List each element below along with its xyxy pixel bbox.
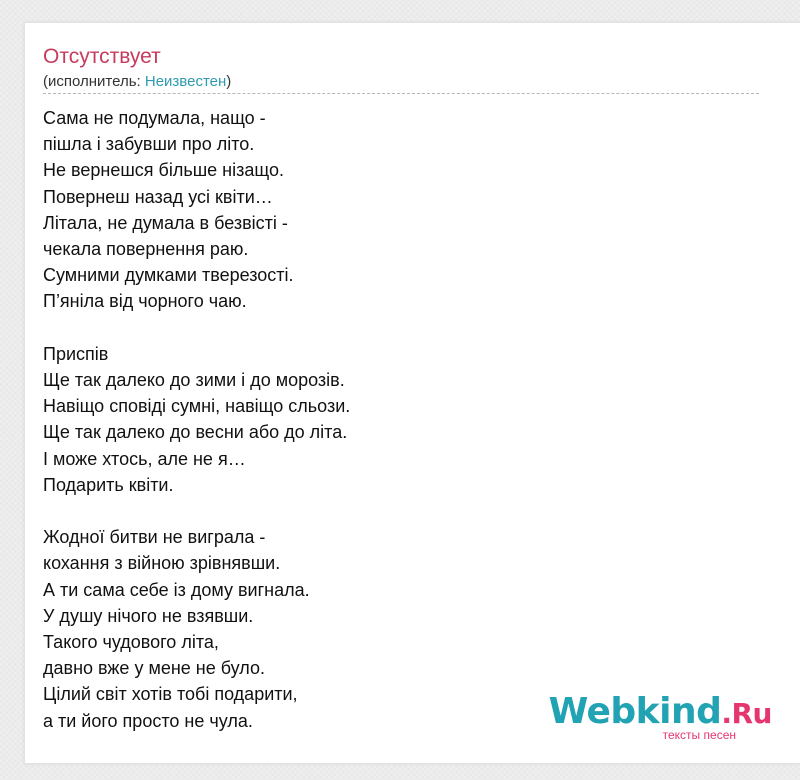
lyrics-line: У душу нічого не взявши.: [43, 605, 254, 626]
webkind-logo[interactable]: [549, 693, 772, 741]
lyrics-line: Повернеш назад усі квіти…: [43, 186, 273, 207]
lyrics-line: Ще так далеко до весни або до літа.: [43, 422, 348, 443]
lyrics-line: П’яніла від чорного чаю.: [43, 291, 247, 312]
artist-suffix: ): [226, 73, 232, 90]
lyrics-line: Навіщо сповіді сумні, навіщо сльози.: [43, 396, 351, 417]
logo-tld: .Ru: [721, 697, 772, 730]
lyrics-line: Жодної битви не виграла -: [43, 527, 266, 548]
song-title: Отсутствует: [43, 45, 161, 68]
lyrics-line: давно вже у мене не було.: [43, 658, 265, 679]
lyrics-line: чекала повернення раю.: [43, 239, 249, 260]
artist-line: [43, 73, 231, 91]
lyrics-stanza: [43, 105, 743, 315]
dashed-divider: [43, 93, 759, 94]
logo-wordmark: [549, 693, 772, 733]
lyrics-line: Ще так далеко до зими і до морозів.: [43, 370, 345, 391]
lyrics-line: а ти його просто не чула.: [43, 710, 253, 731]
lyrics-line: кохання з війною зрівнявши.: [43, 553, 281, 574]
lyrics-line: Подарить квіти.: [43, 474, 174, 495]
lyrics-line: пішла і забувши про літо.: [43, 134, 255, 155]
logo-brand: Webkind: [548, 691, 722, 732]
lyrics-line: Такого чудового літа,: [43, 632, 219, 653]
lyrics-text: [43, 105, 743, 760]
artist-prefix: (исполнитель:: [43, 73, 145, 90]
lyrics-line: Приспів: [43, 343, 109, 364]
lyrics-stanza: [43, 341, 743, 498]
lyrics-line: Сумними думками тверезості.: [43, 265, 294, 286]
lyrics-line: І може хтось, але не я…: [43, 448, 246, 469]
artist-link[interactable]: Неизвестен: [144, 73, 227, 90]
lyrics-line: Не вернешся більше нізащо.: [43, 160, 284, 181]
lyrics-line: Сама не подумала, нащо -: [43, 108, 266, 128]
lyrics-line: Літала, не думала в безвісті -: [43, 212, 288, 233]
lyrics-card: [24, 22, 800, 764]
lyrics-line: А ти сама себе із дому вигнала.: [43, 579, 310, 600]
lyrics-line: Цілий світ хотів тобі подарити,: [43, 684, 298, 705]
logo-tagline: тексты песен: [662, 728, 736, 742]
